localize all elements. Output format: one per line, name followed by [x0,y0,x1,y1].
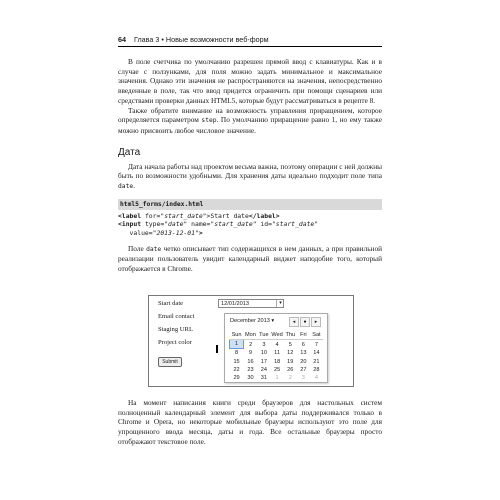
weekday-mon: Mon [245,332,256,339]
code-token: <input [118,220,142,229]
paragraph-text: Поле [128,243,147,253]
calendar-day[interactable]: 14 [313,350,320,357]
calendar-day[interactable]: 11 [274,350,280,357]
calendar-day[interactable]: 9 [248,350,253,357]
code-token: "2013-12-01" [152,228,199,237]
month-selector[interactable]: December 2013 ▾ [230,318,275,324]
calendar-day[interactable]: 6 [301,341,305,348]
weekday-row [230,331,324,340]
week-row [230,349,324,358]
submit-button[interactable]: Submit [158,357,182,367]
code-token: for= [141,211,161,220]
calendar-day-next-month[interactable]: 2 [288,375,292,382]
paragraph-browser-support: На момент написания книги среди браузеров для настольных систем полноценный календарный элемент для выбора даты поддерживался только в Chrome и Opera, но некоторые мобильные браузеры используют это поле для упрощенного ввода месяца, даты и года. Все остальные браузеры просто отображают текстовое поле. [118,398,382,446]
calendar-day[interactable]: 28 [313,366,320,373]
calendar-day[interactable]: 5 [288,341,292,348]
calendar-day[interactable]: 13 [300,350,307,357]
project-color-label: Project color [158,339,192,346]
weekday-thu: Thu [285,332,296,339]
inline-code: step [201,117,217,125]
paragraph-spinner: В поле счетчика по умолчанию разрешен прямой ввод с клавиатуры. Как и в случае с ползунками, для поля можно задать минимальное и максимальное значения. Однако эти значения не распространяются на значения, непосредственно введенные в поле, так что ввод придется ограничить при помощи сценариев или средствами проверки данных HTML5, которые будут рассматриваться в рецепте 8. [118,57,382,105]
start-date-label: Start date [158,300,184,307]
calendar-day[interactable]: 24 [260,366,267,373]
calendar-day[interactable]: 21 [313,358,320,365]
next-month-button[interactable]: ▸ [311,317,321,327]
weekday-tue: Tue [259,332,269,339]
paragraph-date-intro [118,162,382,192]
weekday-wed: Wed [271,332,283,339]
paragraph-step [118,106,382,136]
calendar-day[interactable]: 12 [287,350,294,357]
code-token: id= [256,220,272,229]
calendar-day[interactable]: 8 [234,350,239,357]
calendar-day[interactable]: 19 [287,358,294,365]
code-listing [118,212,382,238]
code-token: name= [187,220,211,229]
code-token: value= [118,228,153,237]
calendar-day[interactable]: 23 [247,366,254,373]
calendar-day[interactable]: 4 [275,341,279,348]
paragraph-text: . По умолчанию приращение равно 1, но ему также можно присвоить любое числовое значение. [118,115,382,135]
calendar-day[interactable]: 18 [273,358,281,365]
calendar-day[interactable]: 2 [249,341,253,348]
week-row [230,340,324,349]
code-token: "start_date" [271,220,319,229]
today-button[interactable]: ● [300,317,310,327]
code-token: <label [118,211,142,220]
calendar-day[interactable]: 3 [262,341,266,348]
staging-url-label: Staging URL [158,326,193,333]
section-heading: Дата [118,146,141,158]
paragraph-text: Дата начала работы над проектом весьма важна, поэтому операции с ней должны быть по возможности удобными. Для хранения даты идеально подходит поле типа [118,161,382,181]
code-token: type= [141,220,165,229]
code-token: >Start date [206,211,249,220]
code-token: "date" [164,220,188,229]
week-row [230,358,324,366]
weekday-fri: Fri [297,331,310,340]
start-date-input[interactable]: 12/01/2013 [218,299,284,308]
calendar-day-next-month[interactable]: 4 [314,375,318,382]
paragraph-text: четко описывает тип содержащихся в нем данных, а при правильной реализации пользователь увидит календарный виджет наподобие того, который отображается в Chrome. [118,243,383,273]
chrome-date-picker-figure [148,295,354,387]
week-row [230,374,324,382]
code-token: > [198,228,203,237]
calendar-day[interactable]: 17 [260,358,267,365]
code-token: </label> [248,211,280,220]
date-dropdown-icon[interactable]: ▾ [276,300,284,307]
weekday-sun: Sun [230,331,244,340]
paragraph-text: Также обратите внимание на возможность управления приращением, которое определяется параметром [118,105,382,125]
page-number: 64 [118,35,126,44]
calendar-day[interactable]: 16 [247,358,254,365]
calendar-day[interactable]: 25 [273,366,281,373]
calendar-day[interactable]: 20 [300,358,307,365]
calendar-day[interactable]: 22 [233,366,240,373]
calendar-day[interactable]: 27 [300,366,307,373]
calendar-day-next-month[interactable]: 3 [301,375,305,382]
paragraph-text: . [133,181,135,191]
calendar-day[interactable]: 15 [233,358,240,365]
email-contact-label: Email contact [158,313,195,320]
calendar-day[interactable]: 30 [247,375,254,382]
calendar-day[interactable]: 26 [287,366,294,373]
text-cursor [216,345,218,353]
code-listing-title: html5_forms/index.html [118,199,382,210]
weekday-sat: Sat [310,331,323,340]
calendar-day[interactable]: 31 [260,375,267,382]
calendar-day[interactable]: 7 [314,341,318,348]
code-token: "start_date" [160,211,207,220]
calendar-grid [229,331,323,382]
inline-code: date [146,245,162,253]
prev-month-button[interactable]: ◂ [289,317,299,327]
code-token: "start_date" [210,220,257,229]
paragraph-date-widget [118,244,382,274]
week-row [230,366,324,374]
calendar-popup [224,313,328,383]
calendar-day[interactable]: 10 [260,350,267,357]
inline-code: date [118,183,134,191]
book-page [118,35,382,274]
page-header [118,35,382,47]
calendar-day[interactable]: 29 [233,375,240,382]
calendar-day-next-month[interactable]: 1 [275,375,279,382]
chapter-title: Глава 3 • Новые возможности веб-форм [134,35,269,44]
calendar-day-selected[interactable]: 1 [230,340,244,349]
